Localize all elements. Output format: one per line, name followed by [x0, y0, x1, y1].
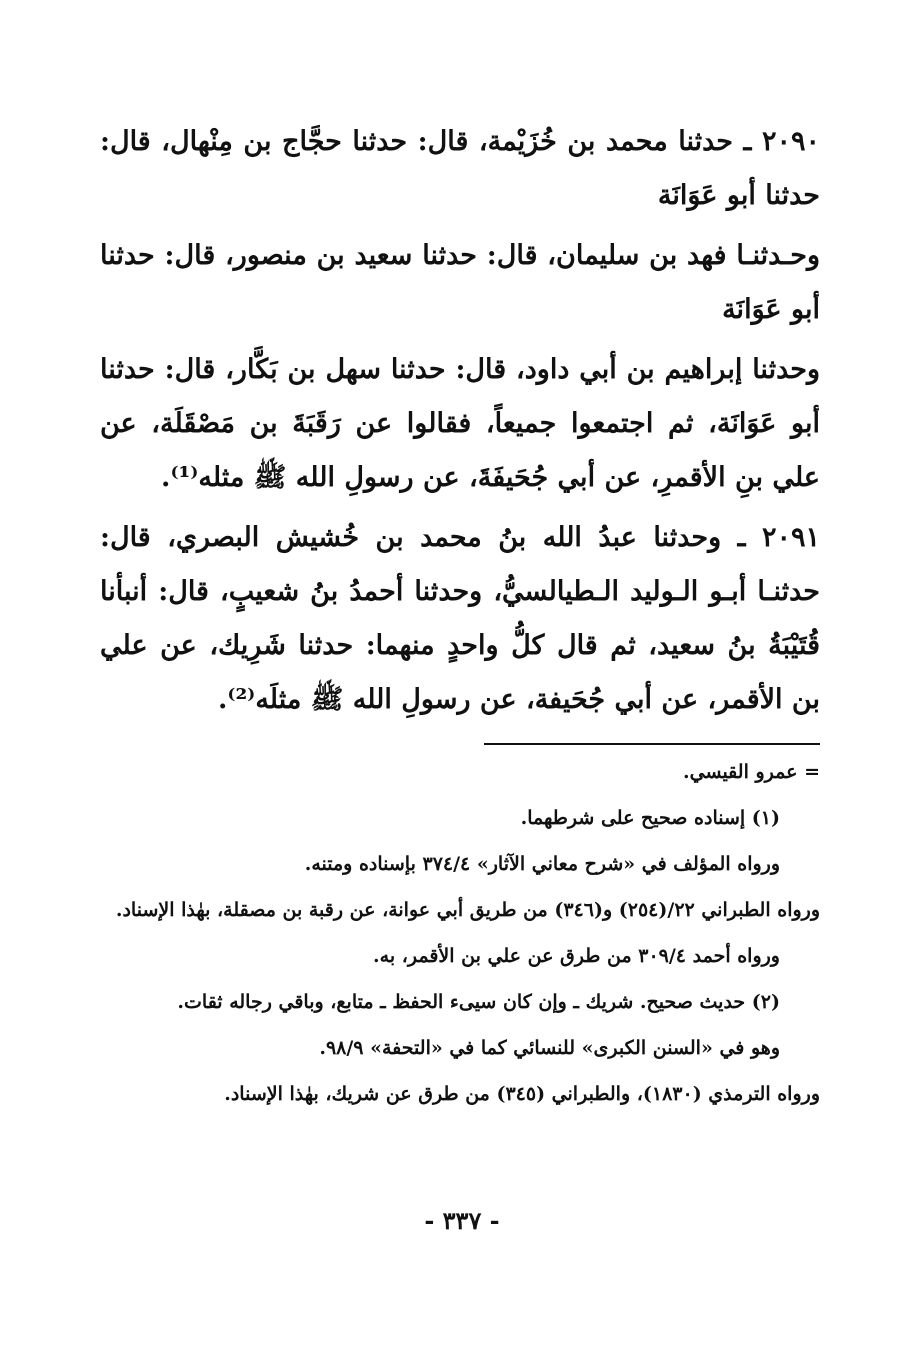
main-text [100, 115, 820, 727]
page-body [100, 115, 820, 1117]
footnote-separator [484, 743, 820, 745]
footnote-2: (٢) حديث صحيح. شريك ـ وإن كان سيىء الحفظ ـ متابع، وباقي رجاله ثقات. [177, 991, 780, 1013]
footnote-1: (١) إسناده صحيح على شرطهما. [520, 807, 780, 829]
footnote-1-line-3: ورواه الطبراني ٢٢/(٢٥٤) و(٣٤٦) من طريق أبي عوانة، عن رقبة بن مصقلة، بهٰذا الإسناد. [115, 899, 820, 921]
footnote-2-line-2: وهو في «السنن الكبرى» للنسائي كما في «التحفة» ٩٨/٩. [319, 1037, 780, 1059]
footnote-2-line-3: ورواه الترمذي (١٨٣٠)، والطبراني (٣٤٥) من طرق عن شريك، بهٰذا الإسناد. [224, 1083, 820, 1105]
hadith-2091: ٢٠٩١ ـ وحدثنا عبدُ الله بنُ محمد بن خُشيش البصري، قال: حدثنـا أبـو الـوليد الـطيالسيُّ، وحدثنا أحمدُ بنُ شعيبٍ، قال: أنبأنا قُتَيْبَةُ بنُ سعيد، ثم قال كلُّ واحدٍ منهما: حدثنا شَرِيك، عن علي بن الأقمر، عن أبي جُحَيفة، عن رسولِ الله ﷺ مثلَه⁽²⁾. [100, 522, 820, 715]
footnote-1-line-2: ورواه المؤلف في «شرح معاني الآثار» ٣٧٤/٤ بإسناده ومتنه. [304, 853, 780, 875]
footnote-continuation: = عمرو القيسي. [683, 761, 820, 783]
chain-fahd: وحـدثنـا فهد بن سليمان، قال: حدثنا سعيد بن منصور، قال: حدثنا أبو عَوَانَة [100, 240, 820, 325]
page-number: - ٣٣٧ - [424, 1206, 500, 1235]
hadith-2090: ٢٠٩٠ ـ حدثنا محمد بن خُزَيْمة، قال: حدثنا حجَّاج بن مِنْهال، قال: حدثنا أبو عَوَانَة [100, 126, 820, 211]
footnotes [100, 749, 820, 1117]
footnote-1-line-4: ورواه أحمد ٣٠٩/٤ من طرق عن علي بن الأقمر، به. [373, 945, 780, 967]
chain-ibrahim: وحدثنا إبراهيم بن أبي داود، قال: حدثنا سهل بن بَكَّار، قال: حدثنا أبو عَوَانَة، ثم اجتمعوا جميعاً، فقالوا عن رَقَبَةَ بن مَصْقَلَة، عن علي بنِ الأقمرِ، عن أبي جُحَيفَةَ، عن رسولِ الله ﷺ مثله⁽¹⁾. [100, 354, 820, 493]
